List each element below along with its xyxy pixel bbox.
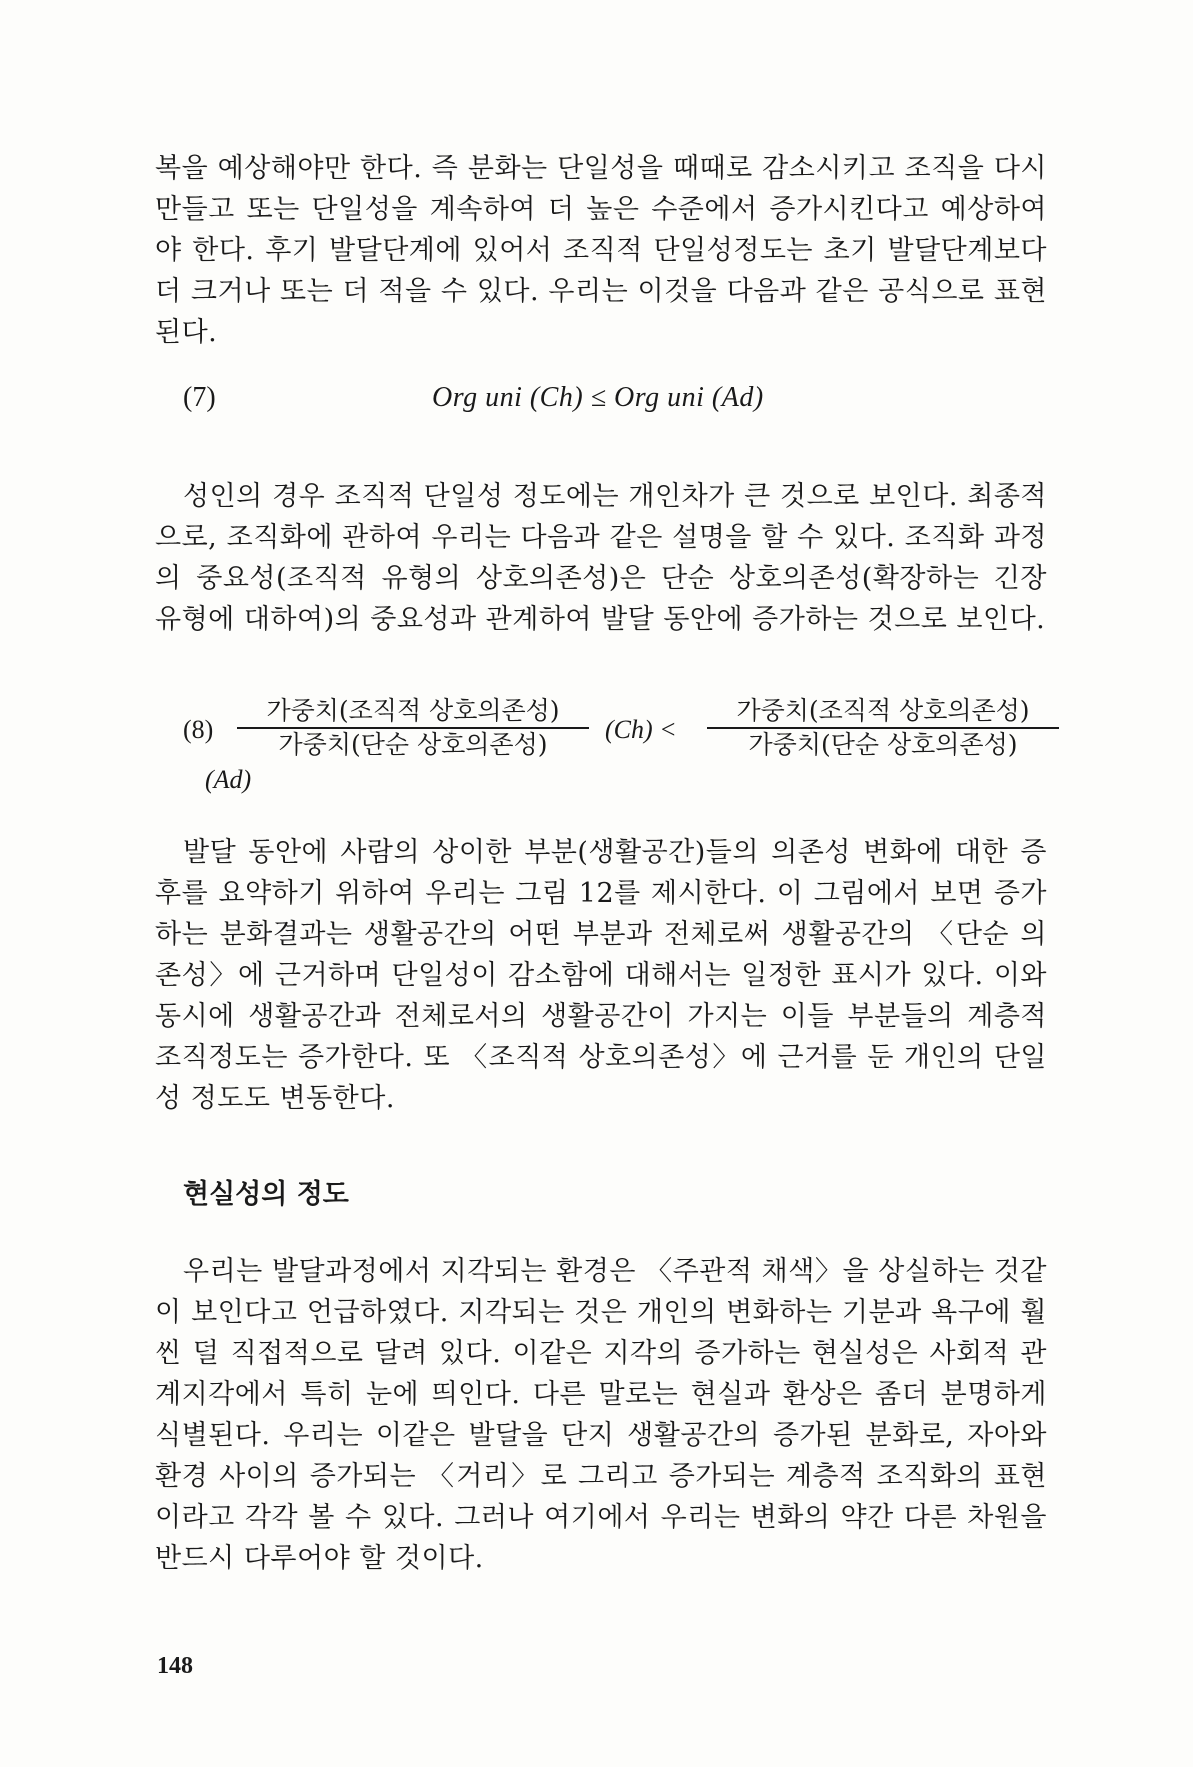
right-numerator: 가중치(조직적 상호의존성)	[707, 696, 1059, 729]
page-number: 148	[157, 1653, 193, 1679]
equation-8-left-fraction	[237, 696, 589, 760]
right-denominator: 가중치(단순 상호의존성)	[748, 730, 1018, 759]
equation-8-number: (8)	[183, 715, 214, 744]
paragraph-adult-differences: 성인의 경우 조직적 단일성 정도에는 개인차가 큰 것으로 보인다. 최종적으로, 조직화에 관하여 우리는 다음과 같은 설명을 할 수 있다. 조직화 과정의 중요성(조직적 유형의 상호의존성)은 단순 상호의존성(확장하는 긴장 유형에 대하여)의 중요성과 관계하여 발달 동안에 증가하는 것으로 보인다.	[155, 481, 1047, 635]
equation-8	[155, 696, 1047, 806]
paragraph-organization-unity: 복을 예상해야만 한다. 즉 분화는 단일성을 때때로 감소시키고 조직을 다시 만들고 또는 단일성을 계속하여 더 높은 수준에서 증가시킨다고 예상하여야 한다. 후기 발달단계에 있어서 조직적 단일성정도는 초기 발달단계보다 더 크거나 또는 더 적을 수 있다. 우리는 이것을 다음과 같은 공식으로 표현된다.	[155, 153, 1047, 348]
equation-8-middle: (Ch) <	[605, 715, 677, 744]
equation-7-number: (7)	[183, 382, 216, 413]
equation-7	[155, 382, 1047, 426]
left-denominator: 가중치(단순 상호의존성)	[278, 730, 548, 759]
equation-8-right-fraction	[707, 696, 1059, 760]
equation-8-trailing: (Ad)	[205, 765, 252, 794]
paragraph-dependency-changes: 발달 동안에 사람의 상이한 부분(생활공간)들의 의존성 변화에 대한 증후를 요약하기 위하여 우리는 그림 12를 제시한다. 이 그림에서 보면 증가하는 분화결과는 생활공간의 어떤 부분과 전체로써 생활공간의 〈단순 의존성〉에 근거하며 단일성이 감소함에 대해서는 일정한 표시가 있다. 이와 동시에 생활공간과 전체로서의 생활공간이 가지는 이들 부분들의 계층적 조직정도는 증가한다. 또 〈조직적 상호의존성〉에 근거를 둔 개인의 단일성 정도도 변동한다.	[155, 837, 1047, 1114]
left-numerator: 가중치(조직적 상호의존성)	[237, 696, 589, 729]
equation-7-expression: Org uni (Ch) ≤ Org uni (Ad)	[432, 382, 764, 413]
section-heading: 현실성의 정도	[183, 1179, 349, 1210]
paragraph-reality-degree: 우리는 발달과정에서 지각되는 환경은 〈주관적 채색〉을 상실하는 것같이 보인다고 언급하였다. 지각되는 것은 개인의 변화하는 기분과 욕구에 훨씬 덜 직접적으로 달려 있다. 이같은 지각의 증가하는 현실성은 사회적 관계지각에서 특히 눈에 띄인다. 다른 말로는 현실과 환상은 좀더 분명하게 식별된다. 우리는 이같은 발달을 단지 생활공간의 증가된 분화로, 자아와 환경 사이의 증가되는 〈거리〉로 그리고 증가되는 계층적 조직화의 표현이라고 각각 볼 수 있다. 그러나 여기에서 우리는 변화의 약간 다른 차원을 반드시 다루어야 할 것이다.	[155, 1256, 1047, 1574]
